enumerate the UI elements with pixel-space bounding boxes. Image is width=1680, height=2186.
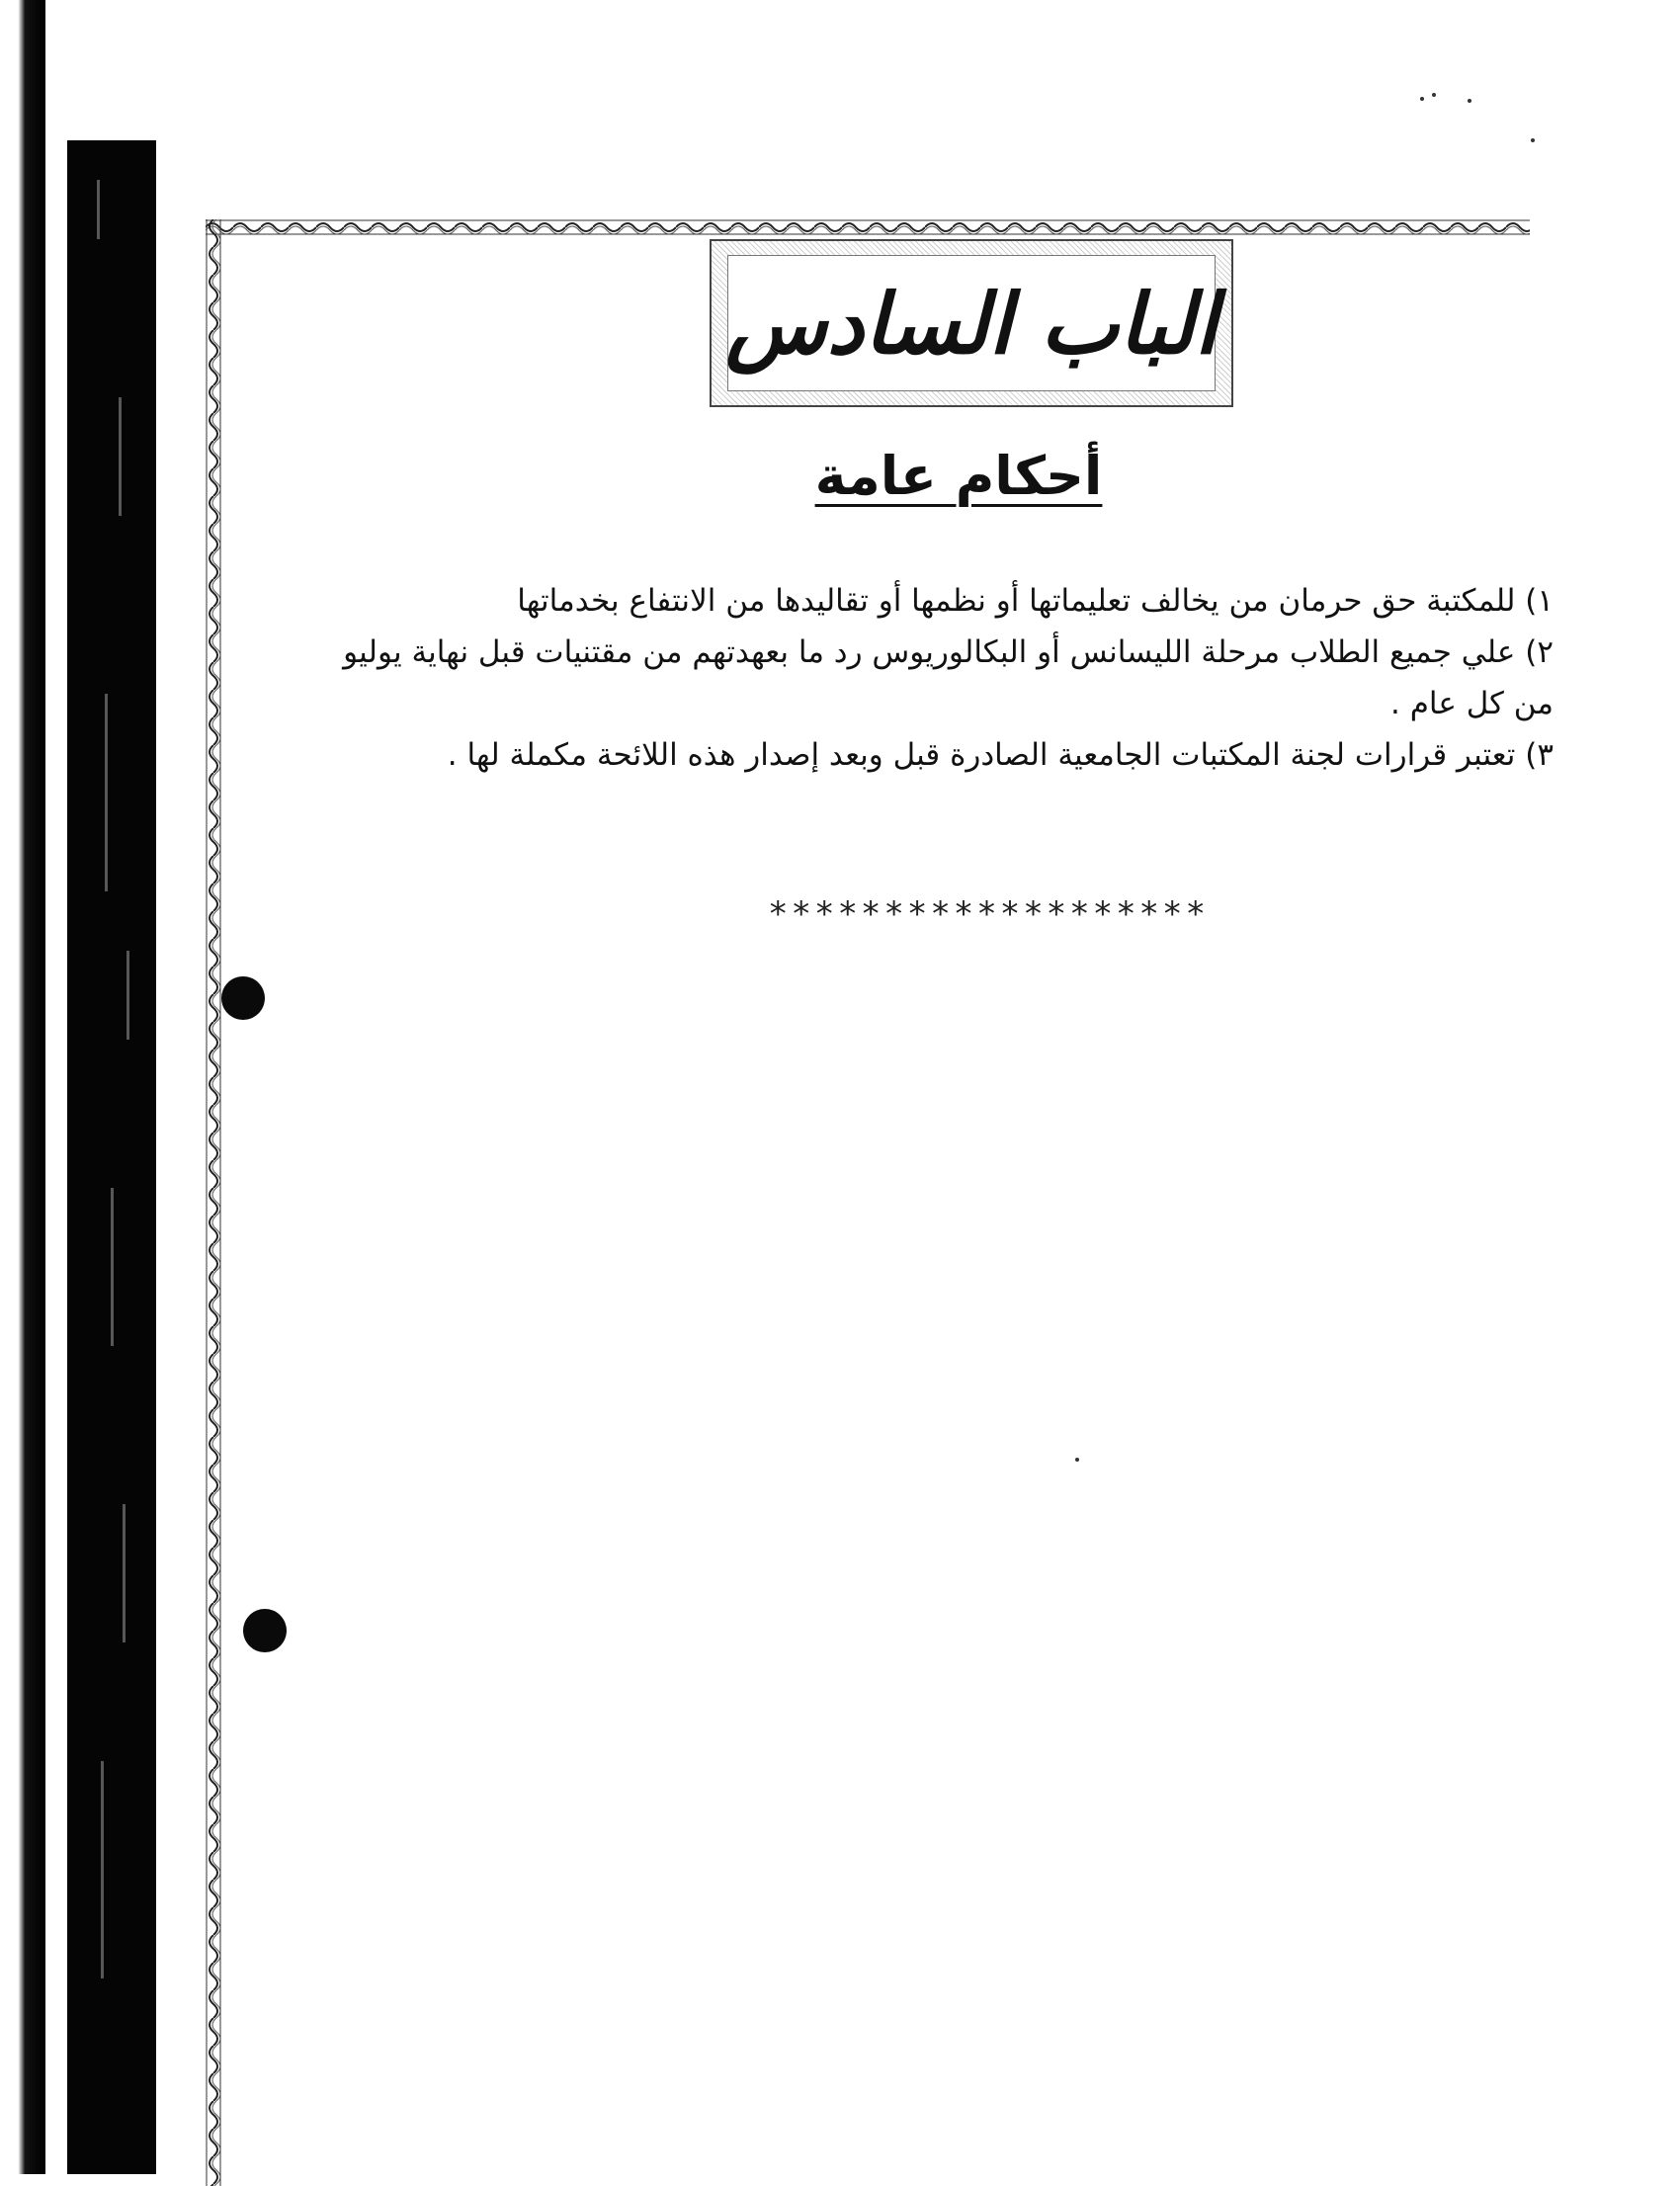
wave-border-top bbox=[206, 219, 1530, 235]
decorative-border-frame bbox=[206, 219, 1530, 2186]
clause-3: ٣) تعتبر قرارات لجنة المكتبات الجامعية الصادرة قبل وبعد إصدار هذه اللائحة مكملة لها . bbox=[447, 737, 1554, 773]
section-heading: أحكام عامة bbox=[814, 445, 1103, 507]
clause-2: ٢) علي جميع الطلاب مرحلة الليسانس أو البكالوريوس رد ما بعهدتهم من مقتنيات قبل نهاية يوليو من كل عام . bbox=[343, 634, 1554, 721]
punch-hole-upper bbox=[221, 976, 265, 1020]
separator-asterisks: ******************* bbox=[768, 894, 1209, 934]
chapter-title: الباب السادس bbox=[725, 274, 1218, 373]
clauses-list bbox=[338, 575, 1554, 781]
scan-edge-shadow bbox=[0, 0, 45, 2174]
binding-strip bbox=[67, 140, 156, 2174]
chapter-title-box bbox=[710, 239, 1233, 407]
stray-mark bbox=[1075, 1458, 1079, 1462]
punch-hole-lower bbox=[243, 1609, 287, 1652]
wave-border-left bbox=[206, 219, 221, 2186]
clause-1: ١) للمكتبة حق حرمان من يخالف تعليماتها أو نظمها أو تقاليدها من الانتفاع بخدماتها bbox=[517, 583, 1554, 619]
chapter-title-inner bbox=[727, 255, 1216, 391]
